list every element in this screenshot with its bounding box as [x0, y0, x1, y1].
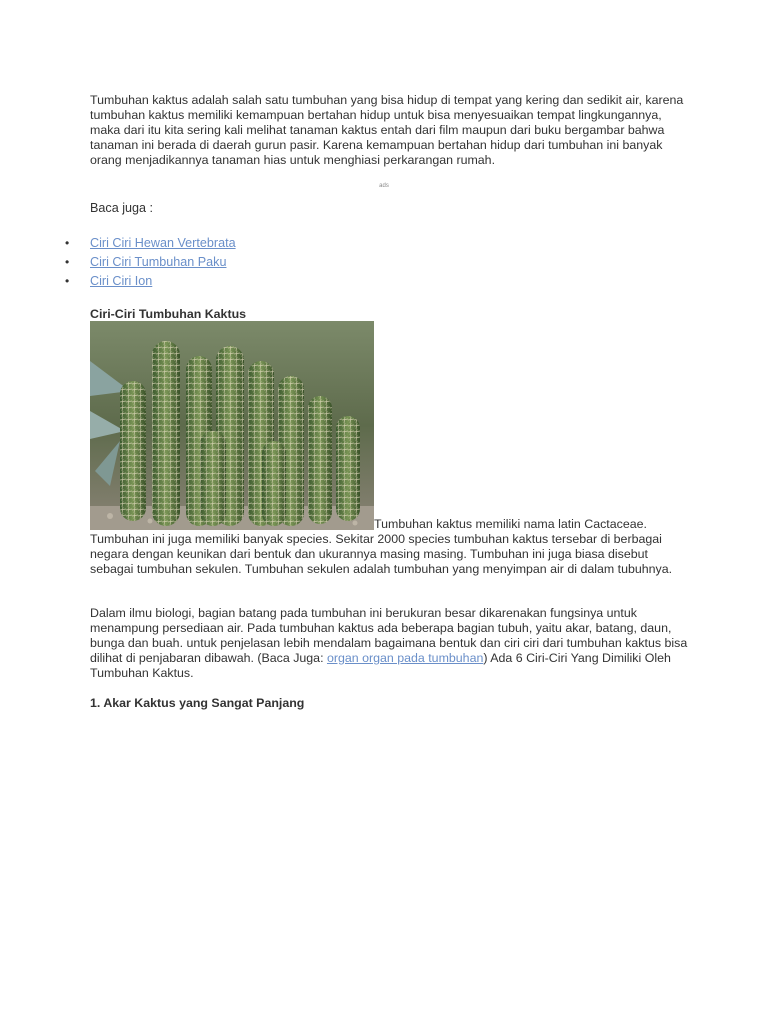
- bullet-icon: •: [65, 236, 70, 250]
- bullet-icon: •: [65, 274, 70, 288]
- link-ciri-ion[interactable]: Ciri Ciri Ion: [90, 274, 153, 288]
- baca-juga-label: Baca juga :: [90, 201, 154, 215]
- link-organ-organ-pada-tumbuhan[interactable]: organ organ pada tumbuhan: [326, 651, 484, 665]
- bullet-icon: •: [65, 255, 70, 269]
- latin-name-sentence: Tumbuhan kaktus memiliki nama latin Cactaceae.: [374, 517, 647, 531]
- section-heading-akar: 1. Akar Kaktus yang Sangat Panjang: [90, 696, 305, 710]
- biology-paragraph: [90, 606, 690, 681]
- link-ciri-hewan-vertebrata[interactable]: Ciri Ciri Hewan Vertebrata: [90, 236, 236, 250]
- intro-paragraph: Tumbuhan kaktus adalah salah satu tumbuhan yang bisa hidup di tempat yang kering dan sedikit air, karena tumbuhan kaktus memiliki kemampuan bertahan hidup untuk bisa menyesuaikan tempat lingkungannya, maka dari itu kita sering kali melihat tanaman kaktus entah dari film maupun dari buku bergambar bahwa tanaman ini berada di daerah gurun pasir. Karena kemampuan bertahan hidup dari tumbuhan ini banyak orang menjadikannya tanaman hias untuk menghiasi perkarangan rumah.: [90, 93, 684, 167]
- link-ciri-tumbuhan-paku[interactable]: Ciri Ciri Tumbuhan Paku: [90, 255, 227, 269]
- cactus-photo: [90, 321, 374, 530]
- species-paragraph: Tumbuhan ini juga memiliki banyak species. Sekitar 2000 species tumbuhan kaktus tersebar di berbagai negara dengan keunikan dari bentuk dan ukurannya masing masing. Tumbuhan ini juga biasa disebut sebagai tumbuhan sekulen. Tumbuhan sekulen adalah tumbuhan yang menyimpan air di dalam tubuhnya.: [90, 532, 673, 576]
- section-heading-ciri: Ciri-Ciri Tumbuhan Kaktus: [90, 307, 247, 321]
- ads-label: ads: [379, 183, 389, 189]
- biology-text-after: ) Ada 6 Ciri-Ciri Yang Dimiliki Oleh Tumbuhan Kaktus.: [90, 651, 671, 680]
- biology-text-before: Dalam ilmu biologi, bagian batang pada tumbuhan ini berukuran besar dikarenakan fungsinya untuk menampung persediaan air. Pada tumbuhan kaktus ada beberapa bagian tubuh, yaitu akar, batang, daun, bunga dan buah. untuk penjelasan lebih mendalam bagaimana bentuk dan ciri ciri dari tumbuhan kaktus bisa dilihat di penjabaran dibawah. (Baca Juga:: [90, 606, 688, 665]
